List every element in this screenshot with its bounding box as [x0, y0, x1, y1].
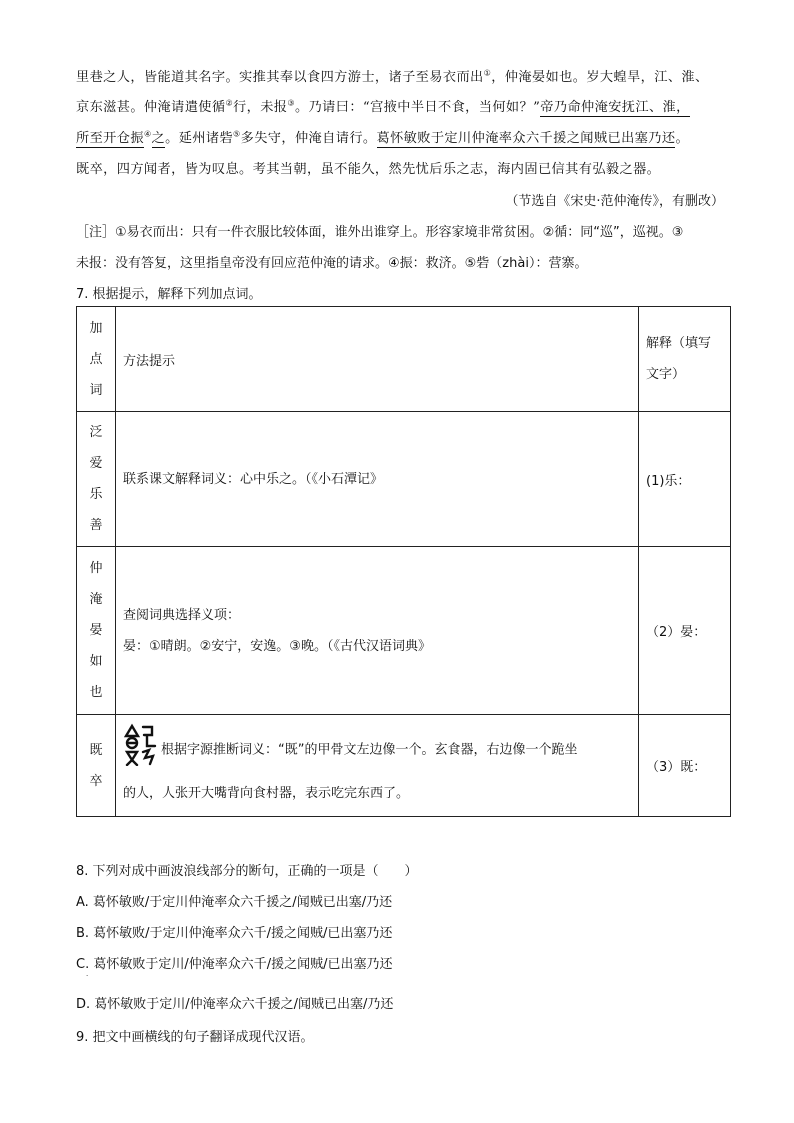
option-d[interactable]: D. 葛怀敏败于定川/仲淹率众六千援之/闻贼已出塞/乃还	[76, 997, 394, 1012]
passage-line-3	[76, 127, 736, 146]
footnote-marker: ②	[225, 98, 234, 108]
header-method-cell: 方法提示	[116, 307, 639, 412]
underlined-sentence: 所至开仓振	[76, 131, 144, 146]
question-8-title: 8. 下列对成中画波浪线部分的断句，正确的一项是（ ）	[76, 864, 418, 879]
passage-line-2	[76, 96, 736, 115]
word-cell	[77, 715, 116, 817]
footnote-marker: ①	[483, 68, 492, 78]
passage-text: 多失守，仲淹自请行。	[240, 131, 377, 146]
notes-line-2: 未报：没有答复，这里指皇帝没有回应范仲淹的请求。④振：救济。⑤砦（zhài）：营寨。	[76, 256, 588, 271]
method-text: 查阅词典选择义项：	[123, 607, 241, 623]
method-cell	[116, 547, 639, 715]
header-word-cell	[77, 307, 116, 412]
answer-cell[interactable]	[639, 715, 731, 817]
option-b[interactable]: B. 葛怀敏败/于定川仲淹率众六千/援之闻贼/已出塞乃还	[76, 926, 393, 941]
passage-line-1	[76, 66, 736, 85]
passage-text: 行，未报	[233, 100, 288, 115]
passage-text: 。	[675, 131, 690, 146]
table-row	[77, 715, 731, 817]
method-cell	[116, 715, 639, 817]
header-explain-cell	[639, 307, 731, 412]
word-char: 泛	[89, 425, 103, 440]
word-char: 仲	[89, 561, 103, 576]
word-char: 也	[89, 685, 103, 700]
question-7-title: 7. 根据提示，解释下列加点词。	[76, 287, 262, 302]
option-a[interactable]: A. 葛怀敏败/于定川仲淹率众六千援之/闻贼已出塞/乃还	[76, 895, 393, 910]
passage-text: 里巷之人，皆能道其名字。实推其奉以食四方游士，诸子至易衣而出	[76, 70, 484, 85]
word-char: 卒	[89, 773, 103, 789]
word-char: 既	[89, 742, 103, 758]
footnote-marker: ④	[143, 129, 152, 139]
answer-cell[interactable]	[639, 547, 731, 715]
oracle-bone-ji-glyph-icon	[123, 722, 157, 778]
table-row	[77, 412, 731, 547]
passage-text: 京东滋甚。仲淹请遣使循	[76, 100, 226, 115]
table-row	[77, 547, 731, 715]
answer-cell[interactable]	[639, 412, 731, 547]
word-cell	[77, 547, 116, 715]
method-text: 联系课文解释词义：心中乐之。（《小石潭记》	[123, 471, 384, 487]
passage-text: ，仲淹晏如也。岁大蝗旱，江、淮、	[491, 70, 709, 85]
footnote-marker: ⑤	[233, 129, 241, 139]
notes-line-1: ［注］①易衣而出：只有一件衣服比较体面，谁外出谁穿上。形容家境非常贫困。②循：同“巡”，巡视。③	[76, 225, 684, 240]
wavy-underlined-sentence: 葛怀敏败于定川仲淹率众六千援之闻贼已出塞乃还	[376, 131, 676, 146]
passage-line-4: 既卒，四方闻者，皆为叹息。考其当朝，虽不能久，然先忧后乐之志，海内固已信其有弘毅之器。	[76, 162, 661, 177]
passage-text: 。乃请曰：“宫掖中半日不食，当何如？”	[294, 100, 541, 115]
question-9-title: 9. 把文中画横线的句子翻译成现代汉语。	[76, 1030, 314, 1045]
method-text: 根据字源推断词义：“既”的甲骨文左边像一个。玄食器，右边像一个跪坐	[161, 742, 578, 758]
header-explain-line: 解释（填写	[646, 336, 712, 351]
header-char: 词	[89, 382, 103, 398]
stray-dot: ·	[86, 972, 89, 980]
header-explain-line: 文字）	[646, 367, 686, 382]
word-char: 善	[89, 518, 103, 533]
method-text: 晏：①晴朗。②安宁，安逸。③晚。（《古代汉语词典》	[123, 638, 431, 654]
answer-label: （2）晏：	[646, 625, 707, 640]
word-char: 乐	[89, 487, 103, 502]
header-char: 点	[89, 351, 103, 367]
footnote-marker: ③	[287, 98, 295, 108]
method-text: 的人，人张开大嘴背向食村器，表示吃完东西了。	[123, 786, 410, 801]
answer-label: （3）既：	[646, 760, 707, 775]
word-char: 如	[89, 654, 103, 669]
word-char: 爱	[89, 456, 103, 471]
passage-text: 。延州诸砦	[165, 131, 234, 146]
table-header-row	[77, 307, 731, 412]
underlined-sentence: 之	[151, 131, 166, 146]
option-c[interactable]: C. 葛怀敏败于定川/仲淹率众六千/援之闻贼/已出塞乃还	[76, 957, 393, 972]
word-char: 晏	[89, 623, 103, 638]
word-char: 淹	[89, 592, 103, 607]
explanation-table	[76, 306, 731, 817]
method-cell	[116, 412, 639, 547]
method-line-with-glyph	[123, 722, 638, 778]
underlined-sentence: 帝乃命仲淹安抚江、淮，	[540, 100, 690, 115]
word-cell	[77, 412, 116, 547]
header-char: 加	[89, 320, 103, 336]
passage-source: （节选自《宋史·范仲淹传》，有删改）	[505, 194, 724, 209]
answer-label: (1)乐：	[646, 473, 691, 489]
